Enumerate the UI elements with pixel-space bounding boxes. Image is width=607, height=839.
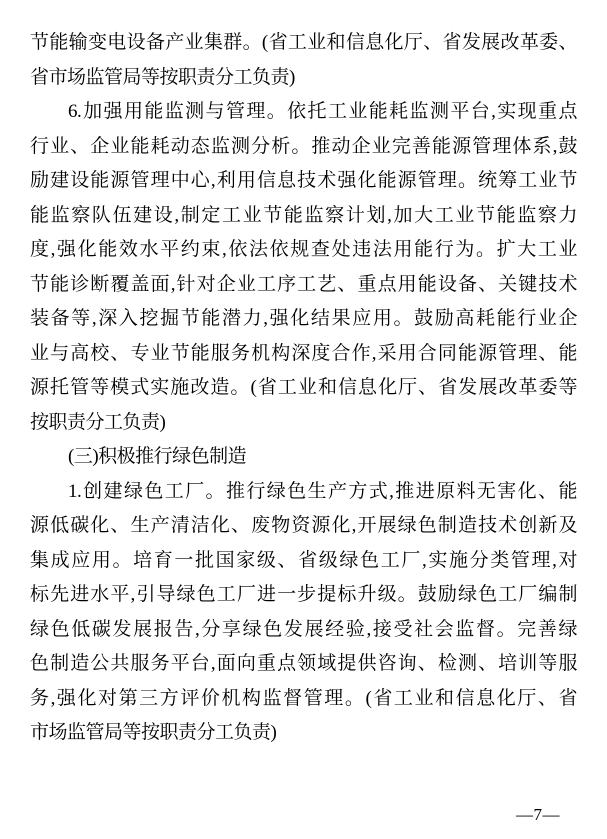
text-line: 源托管等模式实施改造。(省工业和信息化厅、省发展改革委等 bbox=[30, 377, 577, 398]
text-line: 业与高校、专业节能服务机构深度合作,采用合同能源管理、能 bbox=[30, 342, 577, 364]
text-line: 1.创建绿色工厂。推行绿色生产方式,推进原料无害化、能 bbox=[68, 480, 577, 502]
text-line: 节能诊断覆盖面,针对企业工序工艺、重点用能设备、关键技术 bbox=[30, 273, 577, 295]
text-line: 色制造公共服务平台,面向重点领域提供咨询、检测、培训等服 bbox=[30, 653, 577, 674]
text-line: 6.加强用能监测与管理。依托工业能耗监测平台,实现重点 bbox=[68, 101, 577, 122]
text-line: 按职责分工负责) bbox=[30, 411, 166, 433]
text-line: 行业、企业能耗动态监测分析。推动企业完善能源管理体系,鼓 bbox=[30, 135, 577, 157]
text-line: 度,强化能效水平约束,依法依规查处违法用能行为。扩大工业 bbox=[30, 239, 577, 260]
text-line: 绿色低碳发展报告,分享绿色发展经验,接受社会监督。完善绿 bbox=[30, 618, 577, 640]
body-text bbox=[30, 26, 577, 751]
text-line: 省市场监管局等按职责分工负责) bbox=[30, 66, 295, 88]
text-line: 励建设能源管理中心,利用信息技术强化能源管理。统筹工业节 bbox=[30, 170, 577, 191]
text-line: 装备等,深入挖掘节能潜力,强化结果应用。鼓励高耗能行业企 bbox=[30, 308, 577, 329]
page-number: —7— bbox=[516, 805, 560, 824]
text-line: 集成应用。培育一批国家级、省级绿色工厂,实施分类管理,对 bbox=[30, 549, 577, 571]
text-line: 节能输变电设备产业集群。(省工业和信息化厅、省发展改革委、 bbox=[30, 32, 577, 53]
text-line: 市场监管局等按职责分工负责) bbox=[30, 722, 277, 743]
text-line: 务,强化对第三方评价机构监督管理。(省工业和信息化厅、省 bbox=[30, 687, 577, 709]
section-heading: (三)积极推行绿色制造 bbox=[68, 446, 247, 467]
text-line: 源低碳化、生产清洁化、废物资源化,开展绿色制造技术创新及 bbox=[30, 515, 577, 536]
text-line: 标先进水平,引导绿色工厂进一步提标升级。鼓励绿色工厂编制 bbox=[30, 584, 577, 605]
text-line: 能监察队伍建设,制定工业节能监察计划,加大工业节能监察力 bbox=[30, 204, 577, 226]
